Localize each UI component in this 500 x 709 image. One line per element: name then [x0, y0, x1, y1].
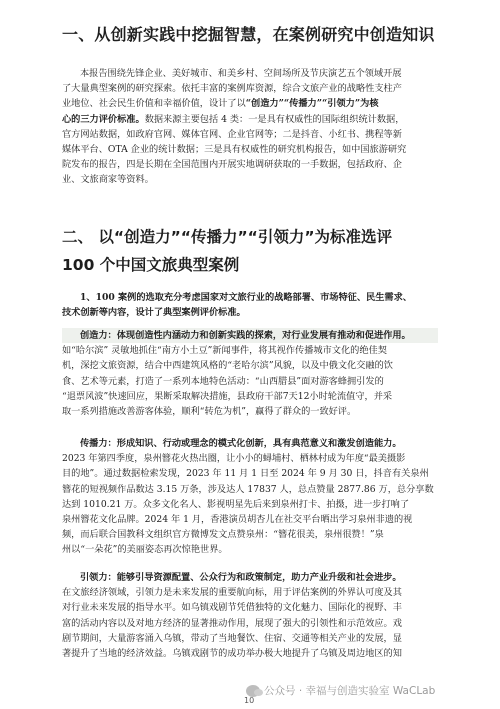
text-line: 官方网站数据，如政府官网、媒体官网、企业官网等；二是抖音、小红书、携程等新: [62, 128, 402, 140]
spread-power-lead: 传播力：形成知识、行动或理念的模式化创新，具有典范意义和激发创造能力。: [80, 438, 402, 449]
text-line: 食、艺术等元素，打造了一系列本地特色活动：“山西腊县”面对游客蜂拥引发的: [62, 375, 384, 387]
text-line: 州以“一朵花”的美丽姿态再次惊艳世界。: [62, 544, 228, 556]
text-line: 业、文旅商家等资料。: [62, 174, 154, 186]
text-line: 著提升了当地的经济效益。乌镇戏剧节的成功举办极大地提升了乌镇及周边地区的知: [62, 648, 402, 660]
text-line: 目的地”。通过数据检索发现，2023 年 11 月 1 日至 2024 年 9 月 30 日，抖音有关泉州: [62, 468, 429, 480]
text-line: “退票风波”快速回应，果断采取解决措施，县政府干部7天12小时轮流值守，并采: [62, 390, 393, 402]
text-line: 媒体平台、OTA 企业的统计数据；三是具有权威性的研究机构报告，如中国旅游研究: [62, 144, 407, 156]
text-line: 剧节期间，大量游客涌入乌镇，带动了当地餐饮、住宿、交通等相关产业的发展，显: [62, 632, 402, 644]
creative-power-lead: 创造力：体现创造性内涵动力和创新实践的探索，对行业发展有推动和促进作用。: [62, 328, 438, 343]
text-line: 机，深挖文旅资源，结合中西建筑风格的“老哈尔滨”风貌，以及中俄文化交融的饮: [62, 360, 393, 372]
text-line: 了大量典型案例的研究探索。依托丰富的案例库资源，综合文旅产业的战略性支柱产: [62, 83, 402, 95]
wechat-icon: [246, 685, 260, 697]
text-line: 1、100 案例的选取充分考虑国家对文旅行业的战略部署、市场特征、民生需求、: [80, 292, 412, 303]
text-line: 院发布的报告，四是长期在全国范围内开展实地调研获取的一手数据，包括政府、企: [62, 159, 402, 171]
lead-power-lead: 引领力：能够引导资源配置、公众行为和政策制定，助力产业升级和社会进步。: [80, 572, 402, 583]
spread-power-paragraph: [62, 436, 438, 558]
page-number: 10: [244, 696, 255, 705]
text-line: 达到 1010.21 万。众多文化名人、影视明星先后来到泉州打卡、拍摄，进一步打响了: [62, 498, 410, 510]
text-span: 数据来源主要包括 4 类：一是具有权威性的国际组织统计数据，: [144, 113, 405, 125]
watermark-text: 公众号 · 幸福与创造实验室 WaCLab: [264, 685, 436, 697]
text-line: 富的活动内容以及对地方经济的显著推动作用，展现了强大的引领性和示范效应。戏: [62, 617, 402, 629]
text-line: 在文旅经济领域，引领力是未来发展的重要航向标，用于评估案例的外界认可度及其: [62, 587, 402, 599]
text-line: [62, 96, 438, 111]
text-line: 频，而后联合国教科文组织官方微博发文点赞泉州：“簪花很美，泉州很赞！”泉: [62, 529, 384, 541]
section-1-title: 一、从创新实践中挖掘智慧，在案例研究中创造知识: [62, 25, 435, 44]
text-line: 泉州簪花文化品牌。2024 年 1 月，香港演员胡杏儿在社交平台晒出学习泉州非遗的视: [62, 514, 413, 526]
section-2-title-line-2: 100 个中国文旅典型案例: [62, 256, 240, 274]
bold-span: “创造力”“传播力”“引领力”为核: [245, 98, 379, 110]
section-2-intro: [62, 290, 438, 320]
text-span: 业地位、社会民生价值和幸福价值，设计了以: [62, 98, 246, 110]
text-line: 取一系列措施改善游客体验，顺利“转危为机”，赢得了群众的一致好评。: [62, 406, 357, 418]
section-1-paragraph: [62, 66, 438, 188]
text-line: [62, 112, 438, 127]
section-2-title-line-1: 二、 以“创造力”“传播力”“引领力”为标准选评: [62, 228, 393, 246]
creative-power-paragraph: [62, 328, 438, 419]
bold-span: 心的三力评价标准。: [62, 113, 145, 125]
text-line: 技术创新等内容，设计了典型案例评价标准。: [62, 307, 246, 319]
text-line: 对行业未来发展的指导水平。如乌镇戏剧节凭借独特的文化魅力、国际化的视野、丰: [62, 602, 402, 614]
watermark: [246, 683, 435, 698]
lead-power-paragraph: [62, 570, 438, 661]
text-line: 本报告围绕先锋企业、美好城市、和美乡村、空间场所及节庆演艺五个领域开展: [80, 68, 402, 79]
text-line: 2023 年第四季度，泉州簪花火热出圈，让小小的蟳埔村、栖林村成为年度“最美摄影: [62, 453, 406, 465]
text-line: 如“哈尔滨” 灵敏地抓住“南方小土豆”新闻事件，将其视作传播城市文化的绝佳契: [62, 345, 387, 357]
text-line: 簪花的短视频作品数达 3.15 万条，涉及达人 17837 人，总点赞量 2877.86 万，总分享数: [62, 483, 434, 495]
